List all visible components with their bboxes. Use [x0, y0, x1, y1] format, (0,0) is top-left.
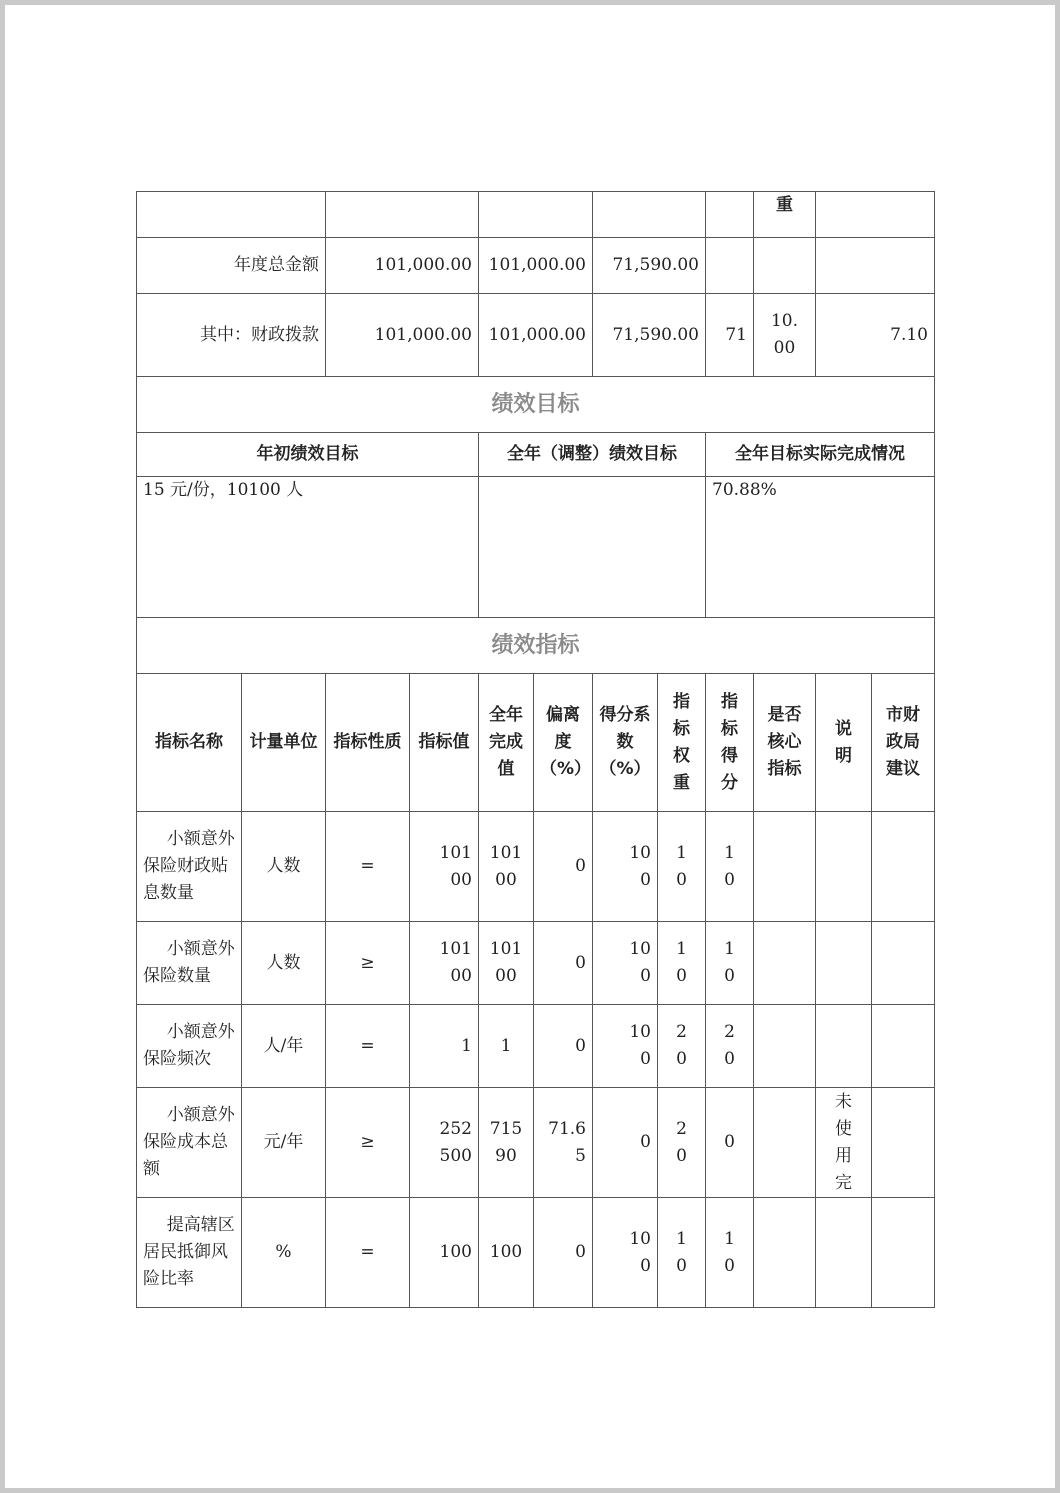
indicator-coefficient: 100	[593, 812, 658, 922]
indicator-value: 1	[410, 1005, 479, 1088]
cell-empty	[706, 192, 754, 238]
header-note: 说明	[816, 674, 872, 812]
header-score: 指标得分	[706, 674, 754, 812]
header-nature: 指标性质	[326, 674, 410, 812]
header-coefficient: 得分系数（%）	[593, 674, 658, 812]
indicator-name: 小额意外保险频次	[137, 1005, 242, 1088]
indicator-name: 小额意外保险数量	[137, 922, 242, 1005]
goals-content-row	[137, 477, 935, 618]
indicator-score: 10	[706, 922, 754, 1005]
cell-empty	[137, 192, 326, 238]
indicator-unit: 人/年	[242, 1005, 326, 1088]
indicator-core	[754, 922, 816, 1005]
indicator-nature: ≥	[326, 922, 410, 1005]
indicators-section-title: 绩效指标	[137, 618, 935, 674]
fiscal-allocation-label: 其中：财政拨款	[137, 294, 326, 377]
header-indicator-name: 指标名称	[137, 674, 242, 812]
indicator-nature: ≥	[326, 1088, 410, 1198]
fiscal-allocation-score: 71	[706, 294, 754, 377]
indicator-value: 10100	[410, 812, 479, 922]
indicator-advice	[872, 922, 935, 1005]
indicator-name: 小额意外保险成本总额	[137, 1088, 242, 1198]
indicator-weight: 10	[658, 812, 706, 922]
fiscal-allocation-full-year-budget: 101,000.00	[479, 294, 593, 377]
header-actual-completion: 全年目标实际完成情况	[706, 433, 935, 477]
indicator-value: 252500	[410, 1088, 479, 1198]
annual-total-budget: 101,000.00	[326, 238, 479, 294]
indicator-core	[754, 1198, 816, 1308]
cell-empty	[593, 192, 706, 238]
indicator-nature: =	[326, 812, 410, 922]
indicator-score: 20	[706, 1005, 754, 1088]
indicator-weight: 20	[658, 1005, 706, 1088]
indicator-coefficient: 100	[593, 1005, 658, 1088]
indicator-name: 提高辖区居民抵御风险比率	[137, 1198, 242, 1308]
indicator-actual: 10100	[479, 812, 534, 922]
indicator-coefficient: 100	[593, 1198, 658, 1308]
annual-total-full-year-budget: 101,000.00	[479, 238, 593, 294]
indicator-advice	[872, 1198, 935, 1308]
indicator-unit: 元/年	[242, 1088, 326, 1198]
header-adjusted-goal: 全年（调整）绩效目标	[479, 433, 706, 477]
continued-header-row	[137, 192, 935, 238]
cell-empty	[816, 192, 935, 238]
header-unit: 计量单位	[242, 674, 326, 812]
indicator-nature: =	[326, 1005, 410, 1088]
header-deviation: 偏离度（%）	[534, 674, 593, 812]
indicator-note: 未使用完	[816, 1088, 872, 1198]
header-value: 指标值	[410, 674, 479, 812]
indicator-coefficient: 100	[593, 922, 658, 1005]
fiscal-allocation-row	[137, 294, 935, 377]
indicator-score: 10	[706, 1198, 754, 1308]
indicator-weight: 20	[658, 1088, 706, 1198]
indicator-advice	[872, 1088, 935, 1198]
table-row	[137, 1005, 935, 1088]
fiscal-allocation-budget: 101,000.00	[326, 294, 479, 377]
indicator-note	[816, 1005, 872, 1088]
indicator-advice	[872, 812, 935, 922]
indicator-actual: 71590	[479, 1088, 534, 1198]
header-core: 是否核心指标	[754, 674, 816, 812]
fiscal-allocation-execution: 71,590.00	[593, 294, 706, 377]
adjusted-goal-value	[479, 477, 706, 618]
annual-total-rate	[816, 238, 935, 294]
indicator-deviation: 0	[534, 1198, 593, 1308]
indicator-unit: 人数	[242, 922, 326, 1005]
table-row	[137, 1198, 935, 1308]
header-actual: 全年完成值	[479, 674, 534, 812]
indicator-name: 小额意外保险财政贴息数量	[137, 812, 242, 922]
goals-header-row	[137, 433, 935, 477]
annual-total-score	[706, 238, 754, 294]
indicator-weight: 10	[658, 1198, 706, 1308]
indicator-score: 10	[706, 812, 754, 922]
indicators-header-row	[137, 674, 935, 812]
indicator-actual: 1	[479, 1005, 534, 1088]
header-advice: 市财政局建议	[872, 674, 935, 812]
indicator-nature: =	[326, 1198, 410, 1308]
annual-total-row	[137, 238, 935, 294]
annual-total-label: 年度总金额	[137, 238, 326, 294]
initial-goal-value: 15 元/份，10100 人	[137, 477, 479, 618]
indicator-score: 0	[706, 1088, 754, 1198]
indicator-weight: 10	[658, 922, 706, 1005]
cell-empty	[479, 192, 593, 238]
performance-table	[136, 191, 935, 1308]
indicator-unit: %	[242, 1198, 326, 1308]
indicator-core	[754, 1088, 816, 1198]
indicator-actual: 100	[479, 1198, 534, 1308]
document-page	[5, 5, 1055, 1488]
goals-section-row	[137, 377, 935, 433]
cell-empty	[326, 192, 479, 238]
indicator-deviation: 0	[534, 1005, 593, 1088]
indicator-deviation: 0	[534, 812, 593, 922]
table-row	[137, 812, 935, 922]
fiscal-allocation-weighted-score: 7.10	[816, 294, 935, 377]
indicator-advice	[872, 1005, 935, 1088]
annual-total-weight	[754, 238, 816, 294]
table-row	[137, 1088, 935, 1198]
table-row	[137, 922, 935, 1005]
indicator-coefficient: 0	[593, 1088, 658, 1198]
indicator-deviation: 0	[534, 922, 593, 1005]
annual-total-execution: 71,590.00	[593, 238, 706, 294]
indicator-note	[816, 812, 872, 922]
actual-completion-value: 70.88%	[706, 477, 935, 618]
indicator-value: 10100	[410, 922, 479, 1005]
indicator-core	[754, 812, 816, 922]
indicator-deviation: 71.65	[534, 1088, 593, 1198]
indicator-core	[754, 1005, 816, 1088]
fiscal-allocation-weight: 10.00	[754, 294, 816, 377]
header-weight: 指标权重	[658, 674, 706, 812]
indicator-value: 100	[410, 1198, 479, 1308]
indicator-note	[816, 922, 872, 1005]
header-initial-goal: 年初绩效目标	[137, 433, 479, 477]
goals-section-title: 绩效目标	[137, 377, 935, 433]
indicator-note	[816, 1198, 872, 1308]
indicator-unit: 人数	[242, 812, 326, 922]
header-weight-continued: 重	[754, 192, 816, 238]
indicator-actual: 10100	[479, 922, 534, 1005]
indicators-section-row	[137, 618, 935, 674]
